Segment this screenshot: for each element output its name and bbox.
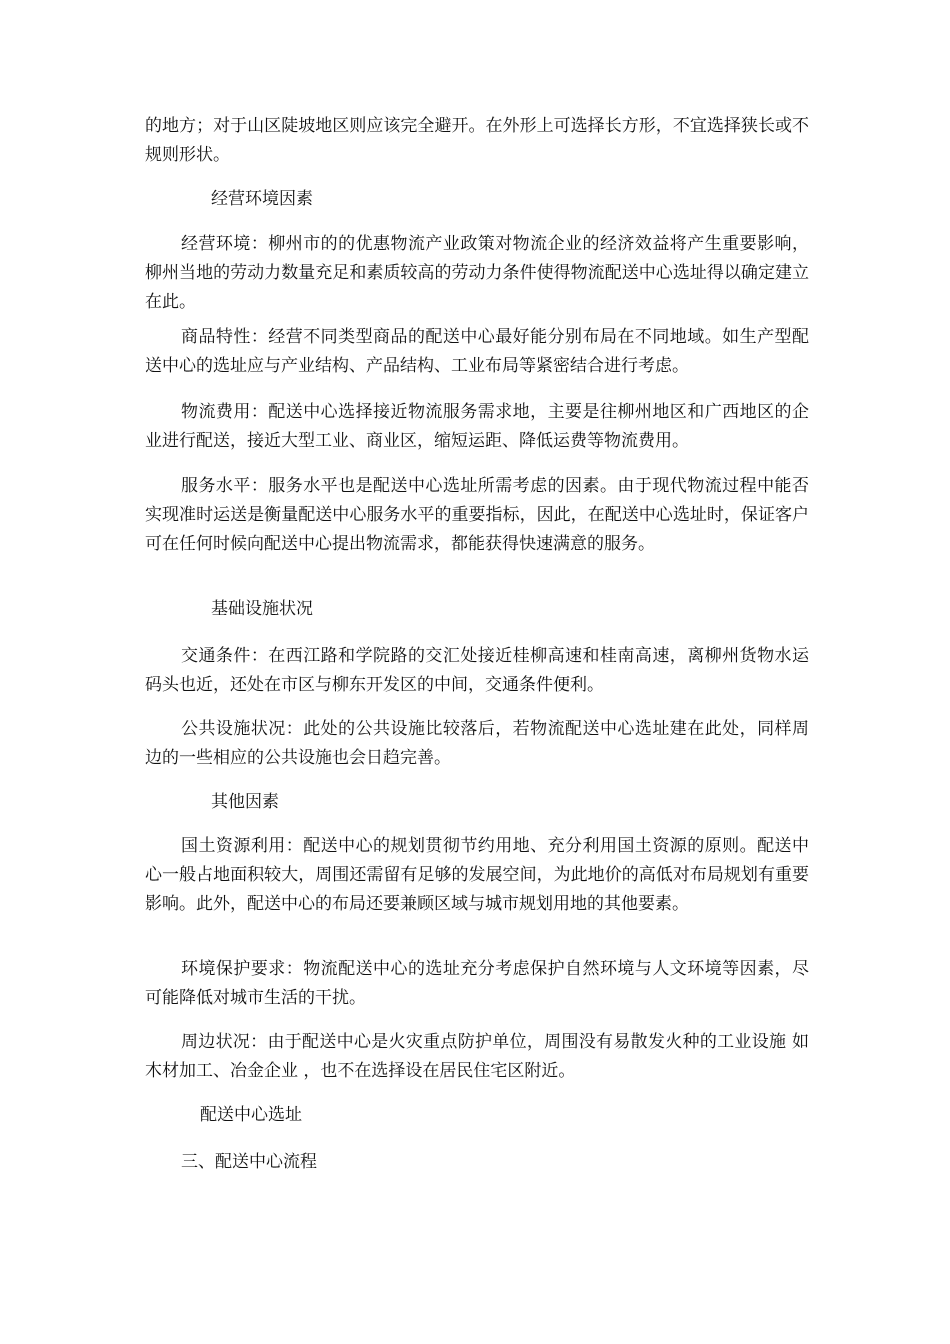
paragraph-logistics-cost: 物流费用：配送中心选择接近物流服务需求地，主要是往柳州地区和广西地区的企业进行配送，接近大型工业、商业区，缩短运距、降低运费等物流费用。 (145, 402, 809, 451)
heading-infrastructure: 基础设施状况 (211, 599, 313, 619)
paragraph-traffic-conditions: 交通条件：在西江路和学院路的交汇处接近桂柳高速和桂南高速，离柳州货物水运码头也近，还处在市区与柳东开发区的中间，交通条件便利。 (145, 646, 809, 695)
paragraph-public-facilities: 公共设施状况：此处的公共设施比较落后，若物流配送中心选址建在此处，同样周边的一些相应的公共设施也会日趋完善。 (145, 719, 809, 768)
paragraph-environmental-protection: 环境保护要求：物流配送中心的选址充分考虑保护自然环境与人文环境等因素，尽可能降低对城市生活的干扰。 (145, 959, 809, 1008)
paragraph-intro: 的地方；对于山区陡坡地区则应该完全避开。在外形上可选择长方形，不宜选择狭长或不规则形状。 (145, 116, 809, 165)
paragraph-service-level: 服务水平：服务水平也是配送中心选址所需考虑的因素。由于现代物流过程中能否实现准时运送是衡量配送中心服务水平的重要指标，因此，在配送中心选址时，保证客户可在任何时候向配送中心提出物流需求，都能获得快速满意的服务。 (145, 476, 809, 554)
heading-site-selection: 配送中心选址 (200, 1105, 302, 1125)
paragraph-business-environment: 经营环境：柳州市的的优惠物流产业政策对物流企业的经济效益将产生重要影响，柳州当地的劳动力数量充足和素质较高的劳动力条件使得物流配送中心选址得以确定建立在此。 (145, 234, 809, 312)
heading-business-environment: 经营环境因素 (211, 189, 313, 209)
heading-distribution-process: 三、配送中心流程 (181, 1152, 317, 1172)
paragraph-goods-characteristics: 商品特性：经营不同类型商品的配送中心最好能分别布局在不同地域。如生产型配送中心的选址应与产业结构、产品结构、工业布局等紧密结合进行考虑。 (145, 327, 809, 376)
heading-other-factors: 其他因素 (211, 792, 279, 812)
paragraph-surroundings: 周边状况：由于配送中心是火灾重点防护单位，周围没有易散发火种的工业设施 如木材加工、冶金企业 ，也不在选择设在居民住宅区附近。 (145, 1032, 809, 1081)
paragraph-land-resources: 国土资源利用：配送中心的规划贯彻节约用地、充分利用国土资源的原则。配送中心一般占地面积较大，周围还需留有足够的发展空间，为此地价的高低对布局规划有重要影响。此外，配送中心的布局还要兼顾区域与城市规划用地的其他要素。 (145, 836, 809, 914)
